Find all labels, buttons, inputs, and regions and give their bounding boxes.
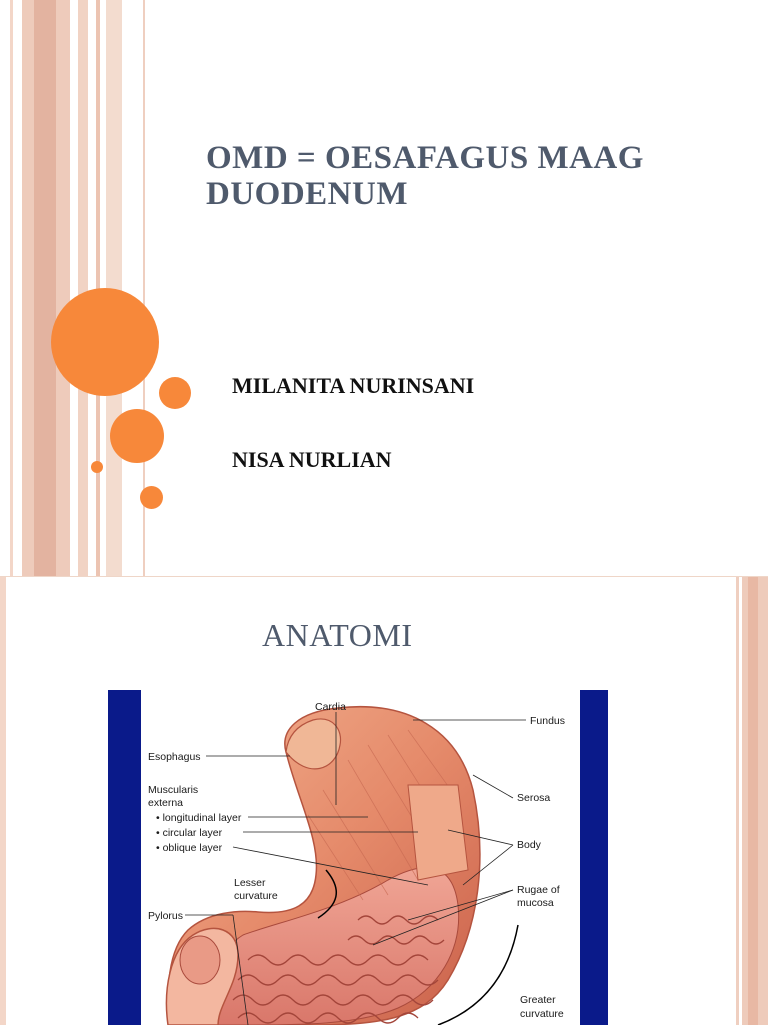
label-circular-layer: • circular layer xyxy=(156,827,223,839)
decor-stripe xyxy=(748,577,758,1025)
author-2: NISA NURLIAN xyxy=(232,447,392,472)
label-body: Body xyxy=(517,839,541,851)
decor-stripe xyxy=(34,0,56,576)
label-cardia: Cardia xyxy=(315,701,346,713)
label-esophagus: Esophagus xyxy=(148,751,201,763)
decor-circle xyxy=(91,461,103,473)
anatomy-slide xyxy=(0,576,768,1025)
decor-circle xyxy=(140,486,163,509)
label-greater-curvature: curvature xyxy=(520,1008,564,1020)
label-mucosa: mucosa xyxy=(517,897,554,909)
decor-circle-large xyxy=(51,288,159,396)
figure-side-panel-right xyxy=(580,690,608,1025)
label-rugae-of: Rugae of xyxy=(517,884,560,896)
pyloric-opening xyxy=(180,936,220,984)
label-muscularis: Muscularis xyxy=(148,784,199,796)
slide-title: OMD = OESAFAGUS MAAG DUODENUM xyxy=(206,140,644,212)
decor-stripe xyxy=(736,577,739,1025)
decor-stripe xyxy=(78,0,88,576)
label-externa: externa xyxy=(148,797,184,809)
label-oblique-layer: • oblique layer xyxy=(156,842,223,854)
stomach-anatomy-figure xyxy=(108,690,608,1025)
decor-circle xyxy=(110,409,164,463)
decor-stripe xyxy=(0,577,6,1025)
slide-heading: ANATOMI xyxy=(262,617,413,653)
label-lesser: Lesser xyxy=(234,877,266,889)
decor-circle xyxy=(159,377,191,409)
label-greater: Greater xyxy=(520,994,556,1006)
label-lesser-curvature: curvature xyxy=(234,890,278,902)
label-pylorus: Pylorus xyxy=(148,910,184,922)
label-serosa: Serosa xyxy=(517,792,551,804)
author-1: MILANITA NURINSANI xyxy=(232,373,475,398)
label-fundus: Fundus xyxy=(530,715,566,727)
label-longitudinal-layer: • longitudinal layer xyxy=(156,812,242,824)
figure-side-panel-left xyxy=(108,690,141,1025)
decor-stripe xyxy=(10,0,13,576)
